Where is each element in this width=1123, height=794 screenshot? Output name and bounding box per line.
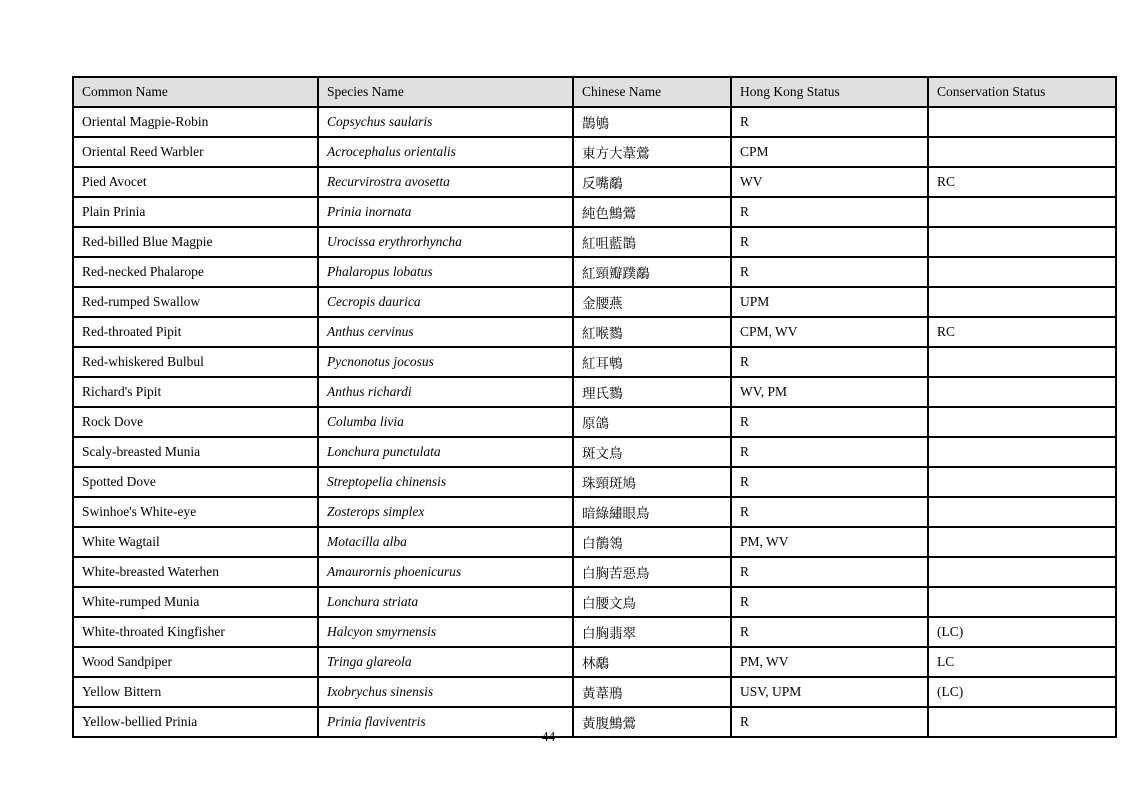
bird-species-table bbox=[72, 76, 1117, 738]
cell-chinese-name: 黃腹鷦鶯 bbox=[573, 707, 731, 737]
cell-chinese-name: 紅咀藍鵲 bbox=[573, 227, 731, 257]
cell-common-name: Yellow Bittern bbox=[73, 677, 318, 707]
cell-conservation-status bbox=[928, 527, 1116, 557]
cell-chinese-name: 金腰燕 bbox=[573, 287, 731, 317]
cell-hk-status: WV bbox=[731, 167, 928, 197]
cell-chinese-name: 黃葦鳽 bbox=[573, 677, 731, 707]
table-row bbox=[73, 287, 1116, 317]
table-row bbox=[73, 677, 1116, 707]
cell-chinese-name: 純色鷦鶯 bbox=[573, 197, 731, 227]
table-row bbox=[73, 197, 1116, 227]
header-row bbox=[73, 77, 1116, 107]
cell-species-name: Phalaropus lobatus bbox=[318, 257, 573, 287]
cell-conservation-status bbox=[928, 287, 1116, 317]
cell-common-name: White-breasted Waterhen bbox=[73, 557, 318, 587]
cell-species-name: Motacilla alba bbox=[318, 527, 573, 557]
table-row bbox=[73, 467, 1116, 497]
cell-hk-status: R bbox=[731, 467, 928, 497]
cell-hk-status: R bbox=[731, 587, 928, 617]
cell-hk-status: R bbox=[731, 107, 928, 137]
cell-hk-status: R bbox=[731, 557, 928, 587]
table-row bbox=[73, 167, 1116, 197]
cell-species-name: Lonchura striata bbox=[318, 587, 573, 617]
cell-chinese-name: 林鷸 bbox=[573, 647, 731, 677]
cell-hk-status: CPM, WV bbox=[731, 317, 928, 347]
cell-species-name: Prinia inornata bbox=[318, 197, 573, 227]
cell-conservation-status bbox=[928, 347, 1116, 377]
cell-species-name: Tringa glareola bbox=[318, 647, 573, 677]
cell-species-name: Urocissa erythrorhyncha bbox=[318, 227, 573, 257]
cell-hk-status: R bbox=[731, 707, 928, 737]
cell-hk-status: R bbox=[731, 227, 928, 257]
table-row bbox=[73, 557, 1116, 587]
cell-conservation-status bbox=[928, 587, 1116, 617]
cell-common-name: Pied Avocet bbox=[73, 167, 318, 197]
cell-conservation-status bbox=[928, 377, 1116, 407]
cell-species-name: Streptopelia chinensis bbox=[318, 467, 573, 497]
cell-hk-status: R bbox=[731, 407, 928, 437]
cell-common-name: Red-rumped Swallow bbox=[73, 287, 318, 317]
cell-species-name: Zosterops simplex bbox=[318, 497, 573, 527]
cell-conservation-status bbox=[928, 437, 1116, 467]
table-row bbox=[73, 437, 1116, 467]
table-header bbox=[73, 77, 1116, 107]
table-row bbox=[73, 107, 1116, 137]
cell-common-name: Oriental Magpie-Robin bbox=[73, 107, 318, 137]
column-header-chinese-name: Chinese Name bbox=[573, 77, 731, 107]
cell-common-name: Red-billed Blue Magpie bbox=[73, 227, 318, 257]
cell-hk-status: R bbox=[731, 497, 928, 527]
cell-species-name: Halcyon smyrnensis bbox=[318, 617, 573, 647]
cell-chinese-name: 鵲鴝 bbox=[573, 107, 731, 137]
cell-hk-status: WV, PM bbox=[731, 377, 928, 407]
cell-species-name: Pycnonotus jocosus bbox=[318, 347, 573, 377]
cell-chinese-name: 原鴿 bbox=[573, 407, 731, 437]
cell-common-name: Spotted Dove bbox=[73, 467, 318, 497]
table-row bbox=[73, 617, 1116, 647]
cell-species-name: Acrocephalus orientalis bbox=[318, 137, 573, 167]
cell-common-name: Wood Sandpiper bbox=[73, 647, 318, 677]
cell-hk-status: R bbox=[731, 617, 928, 647]
cell-chinese-name: 珠頸斑鳩 bbox=[573, 467, 731, 497]
cell-common-name: White-throated Kingfisher bbox=[73, 617, 318, 647]
cell-hk-status: PM, WV bbox=[731, 527, 928, 557]
table-body bbox=[73, 107, 1116, 737]
cell-hk-status: R bbox=[731, 347, 928, 377]
cell-common-name: White-rumped Munia bbox=[73, 587, 318, 617]
cell-common-name: Red-whiskered Bulbul bbox=[73, 347, 318, 377]
cell-common-name: White Wagtail bbox=[73, 527, 318, 557]
cell-species-name: Copsychus saularis bbox=[318, 107, 573, 137]
cell-chinese-name: 白腰文鳥 bbox=[573, 587, 731, 617]
cell-species-name: Cecropis daurica bbox=[318, 287, 573, 317]
cell-conservation-status bbox=[928, 257, 1116, 287]
table-row bbox=[73, 497, 1116, 527]
column-header-conservation-status: Conservation Status bbox=[928, 77, 1116, 107]
cell-species-name: Prinia flaviventris bbox=[318, 707, 573, 737]
cell-chinese-name: 白胸苦惡鳥 bbox=[573, 557, 731, 587]
cell-common-name: Plain Prinia bbox=[73, 197, 318, 227]
cell-hk-status: UPM bbox=[731, 287, 928, 317]
table-row bbox=[73, 257, 1116, 287]
cell-hk-status: PM, WV bbox=[731, 647, 928, 677]
page-number: 44 bbox=[541, 729, 556, 744]
cell-common-name: Red-throated Pipit bbox=[73, 317, 318, 347]
cell-conservation-status: LC bbox=[928, 647, 1116, 677]
cell-species-name: Columba livia bbox=[318, 407, 573, 437]
table-row bbox=[73, 227, 1116, 257]
cell-chinese-name: 紅喉鷚 bbox=[573, 317, 731, 347]
column-header-species-name: Species Name bbox=[318, 77, 573, 107]
cell-hk-status: R bbox=[731, 197, 928, 227]
cell-conservation-status bbox=[928, 557, 1116, 587]
cell-chinese-name: 斑文鳥 bbox=[573, 437, 731, 467]
cell-species-name: Recurvirostra avosetta bbox=[318, 167, 573, 197]
cell-chinese-name: 暗綠繡眼鳥 bbox=[573, 497, 731, 527]
cell-common-name: Swinhoe's White-eye bbox=[73, 497, 318, 527]
cell-common-name: Richard's Pipit bbox=[73, 377, 318, 407]
table-row bbox=[73, 407, 1116, 437]
cell-chinese-name: 理氏鷚 bbox=[573, 377, 731, 407]
cell-common-name: Scaly-breasted Munia bbox=[73, 437, 318, 467]
column-header-common-name: Common Name bbox=[73, 77, 318, 107]
cell-conservation-status bbox=[928, 107, 1116, 137]
cell-conservation-status: RC bbox=[928, 167, 1116, 197]
column-header-hk-status: Hong Kong Status bbox=[731, 77, 928, 107]
cell-chinese-name: 紅頸瓣蹼鷸 bbox=[573, 257, 731, 287]
table-row bbox=[73, 137, 1116, 167]
cell-common-name: Rock Dove bbox=[73, 407, 318, 437]
table-row bbox=[73, 527, 1116, 557]
table-row bbox=[73, 377, 1116, 407]
cell-species-name: Lonchura punctulata bbox=[318, 437, 573, 467]
cell-conservation-status bbox=[928, 197, 1116, 227]
cell-chinese-name: 白鶺鴒 bbox=[573, 527, 731, 557]
cell-hk-status: CPM bbox=[731, 137, 928, 167]
cell-chinese-name: 東方大葦鶯 bbox=[573, 137, 731, 167]
cell-species-name: Amaurornis phoenicurus bbox=[318, 557, 573, 587]
cell-conservation-status: (LC) bbox=[928, 677, 1116, 707]
cell-chinese-name: 紅耳鵯 bbox=[573, 347, 731, 377]
cell-common-name: Red-necked Phalarope bbox=[73, 257, 318, 287]
cell-conservation-status bbox=[928, 137, 1116, 167]
cell-species-name: Ixobrychus sinensis bbox=[318, 677, 573, 707]
cell-species-name: Anthus cervinus bbox=[318, 317, 573, 347]
cell-conservation-status bbox=[928, 407, 1116, 437]
cell-conservation-status: (LC) bbox=[928, 617, 1116, 647]
cell-conservation-status bbox=[928, 497, 1116, 527]
cell-conservation-status: RC bbox=[928, 317, 1116, 347]
table-row bbox=[73, 647, 1116, 677]
cell-chinese-name: 反嘴鷸 bbox=[573, 167, 731, 197]
cell-conservation-status bbox=[928, 467, 1116, 497]
table-row bbox=[73, 317, 1116, 347]
cell-species-name: Anthus richardi bbox=[318, 377, 573, 407]
table-row bbox=[73, 587, 1116, 617]
table-row bbox=[73, 347, 1116, 377]
cell-common-name: Oriental Reed Warbler bbox=[73, 137, 318, 167]
cell-common-name: Yellow-bellied Prinia bbox=[73, 707, 318, 737]
cell-chinese-name: 白胸翡翠 bbox=[573, 617, 731, 647]
cell-hk-status: R bbox=[731, 257, 928, 287]
cell-conservation-status bbox=[928, 227, 1116, 257]
cell-hk-status: USV, UPM bbox=[731, 677, 928, 707]
cell-hk-status: R bbox=[731, 437, 928, 467]
